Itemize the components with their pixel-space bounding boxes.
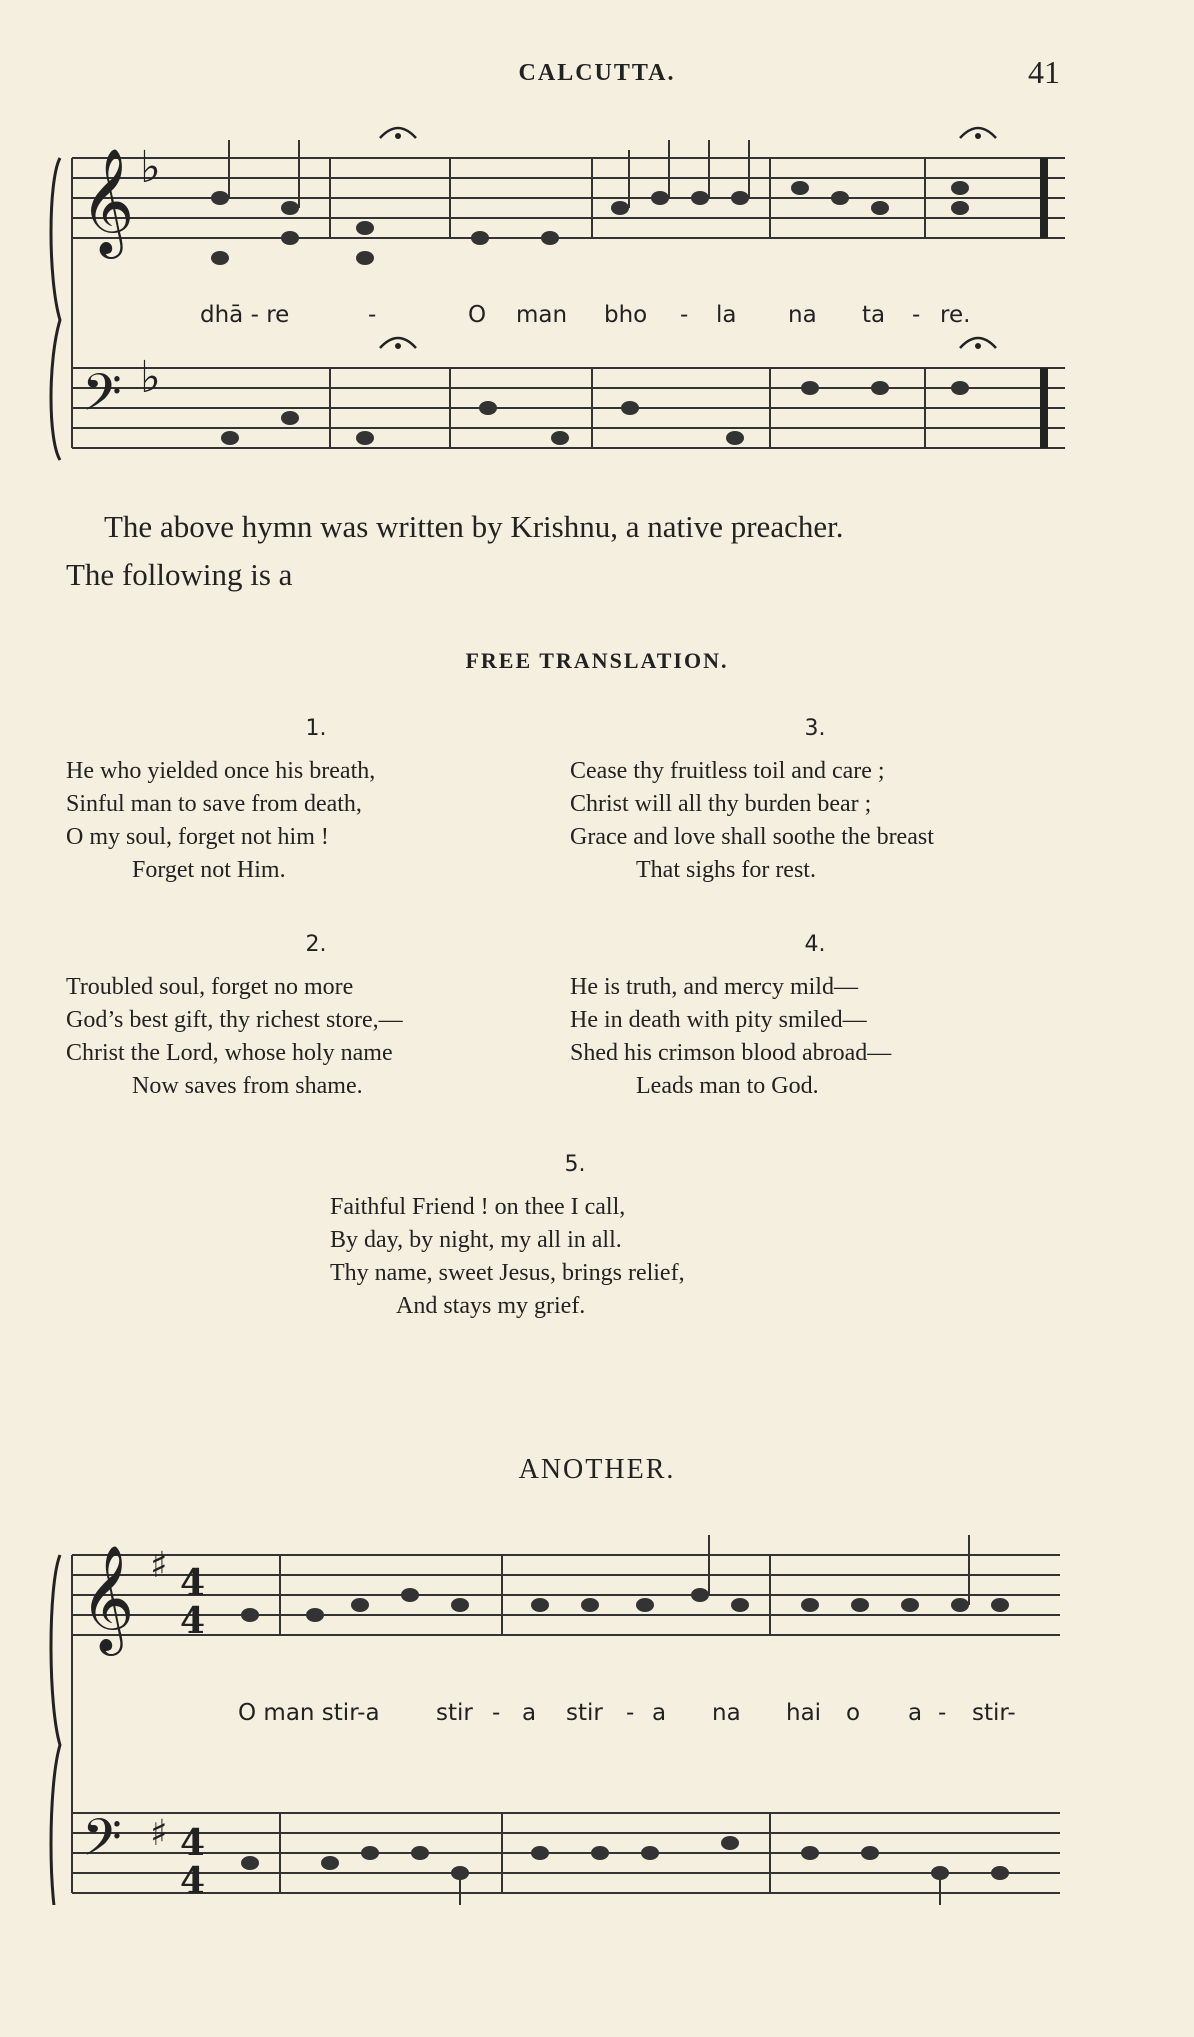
score-staves-2 (40, 1505, 1080, 1905)
svg-text:♭: ♭ (140, 142, 161, 193)
lyric: man (516, 302, 568, 328)
svg-text:𝄢: 𝄢 (82, 1807, 122, 1880)
stanza-line: Christ will all thy burden bear ; (570, 791, 872, 817)
stanza-line: By day, by night, my all in all. (330, 1227, 622, 1253)
lyric: stir- (972, 1700, 1016, 1726)
music-score-calcutta (40, 120, 1080, 470)
lyric: la (716, 302, 737, 328)
lyric: - (912, 302, 921, 328)
stanza-1 (66, 712, 526, 887)
intro-paragraph (66, 503, 1126, 599)
lyric: hai (786, 1700, 822, 1726)
svg-text:♯: ♯ (150, 1813, 168, 1854)
page-number: 41 (1028, 54, 1060, 90)
lyric: - (368, 302, 377, 328)
stanza-line: Leads man to God. (636, 1073, 819, 1099)
lyric: O man stir-a (238, 1700, 380, 1726)
stanza-number: 2. (305, 932, 327, 957)
stanza-number: 5. (564, 1152, 586, 1177)
stanza-line: Christ the Lord, whose holy name (66, 1040, 393, 1066)
stanza-line: And stays my grief. (396, 1293, 586, 1319)
stanza-number: 4. (804, 932, 826, 957)
stanza-line: He in death with pity smiled— (570, 1007, 867, 1033)
lyric: dhā - re (200, 302, 290, 328)
stanza-line: Forget not Him. (132, 857, 286, 883)
lyric: bho (604, 302, 648, 328)
stanza-line: Faithful Friend ! on thee I call, (330, 1194, 626, 1220)
svg-text:4: 4 (180, 1822, 206, 1864)
svg-text:4: 4 (180, 1600, 206, 1642)
svg-text:4: 4 (180, 1562, 206, 1604)
another-title: ANOTHER. (518, 1454, 676, 1485)
stanza-number: 1. (305, 716, 327, 741)
stanza-4 (570, 928, 1130, 1103)
svg-text:♯: ♯ (150, 1545, 168, 1586)
lyric: a (908, 1700, 923, 1726)
stanza-3 (570, 712, 1130, 887)
stanza-line: Thy name, sweet Jesus, brings relief, (330, 1260, 685, 1286)
stanza-number: 3. (804, 716, 826, 741)
lyric: a (522, 1700, 537, 1726)
lyric: na (788, 302, 817, 328)
svg-text:𝄢: 𝄢 (82, 362, 122, 435)
stanza-2 (66, 928, 566, 1103)
stanza-line: That sighs for rest. (636, 857, 816, 883)
stanza-line: O my soul, forget not him ! (66, 824, 329, 850)
lyric: o (846, 1700, 861, 1726)
svg-text:4: 4 (180, 1860, 206, 1902)
lyric: - (680, 302, 689, 328)
stanza-line: Troubled soul, forget no more (66, 974, 354, 1000)
music-score-another (40, 1505, 1080, 1905)
lyric: - (626, 1700, 635, 1726)
score-staves-1 (40, 120, 1080, 470)
stanza-line: Grace and love shall soothe the breast (570, 824, 934, 850)
lyric: O (468, 302, 487, 328)
svg-text:𝄞: 𝄞 (80, 147, 135, 254)
lyric: re. (940, 302, 971, 328)
lyric: stir (566, 1700, 603, 1726)
lyric: - (938, 1700, 947, 1726)
stanza-line: He is truth, and mercy mild— (570, 974, 858, 1000)
stanza-line: God’s best gift, thy richest store,— (66, 1007, 403, 1033)
stanza-line: Cease thy fruitless toil and care ; (570, 758, 885, 784)
lyric: ta (862, 302, 886, 328)
stanza-line: Sinful man to save from death, (66, 791, 362, 817)
stanza-5 (330, 1148, 890, 1323)
lyric: na (712, 1700, 741, 1726)
stanza-line: Shed his crimson blood abroad— (570, 1040, 892, 1066)
svg-text:𝄞: 𝄞 (80, 1544, 135, 1651)
stanza-line: He who yielded once his breath, (66, 758, 376, 784)
lyric: - (492, 1700, 501, 1726)
intro-line-2: The following is a (66, 557, 293, 592)
stanza-line: Now saves from shame. (132, 1073, 363, 1099)
free-translation-title: FREE TRANSLATION. (465, 648, 729, 673)
page-header-title: CALCUTTA. (518, 60, 676, 86)
intro-line-1: The above hymn was written by Krishnu, a native preacher. (104, 509, 844, 544)
lyric: stir (436, 1700, 473, 1726)
lyric: a (652, 1700, 667, 1726)
svg-text:♭: ♭ (140, 352, 161, 403)
